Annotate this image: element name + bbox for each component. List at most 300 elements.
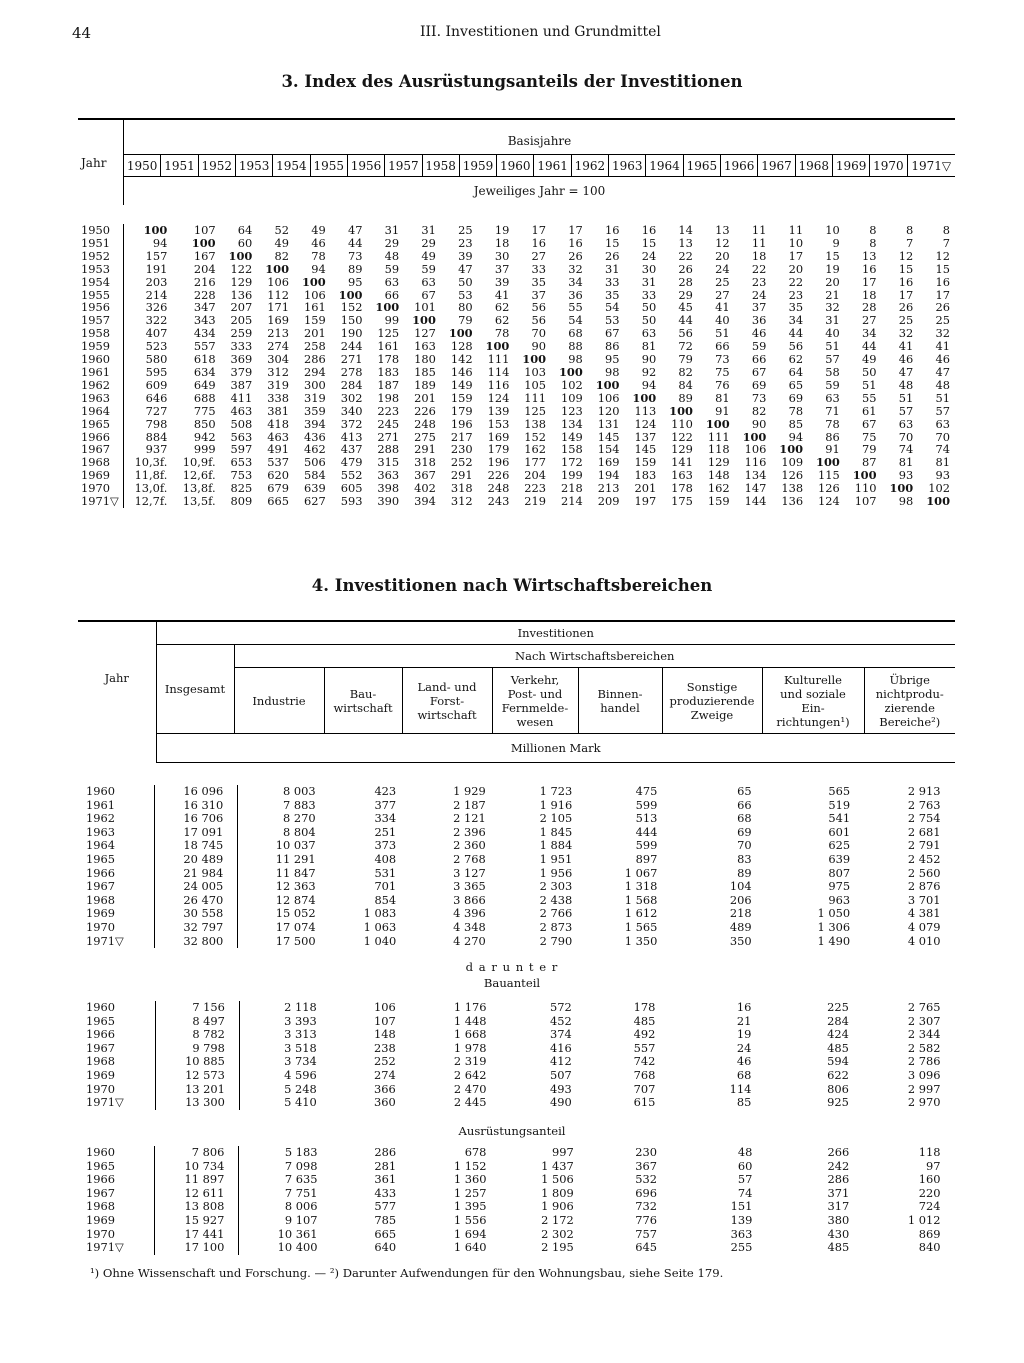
row-year: 1960: [86, 1000, 115, 1014]
index-cell: 78: [494, 326, 510, 341]
index-cell: 48: [898, 377, 914, 392]
index-cell: 178: [671, 481, 693, 496]
index-cell: 183: [634, 468, 657, 483]
index-cell: 100: [632, 390, 657, 405]
value-cell: 7 883: [238, 799, 330, 813]
index-cell: 100: [705, 416, 730, 431]
index-cell: 74: [935, 442, 950, 457]
index-cell: 73: [347, 248, 363, 263]
index-cell: 90: [531, 339, 547, 354]
index-cell: 67: [421, 287, 436, 302]
index-cell: 22: [751, 261, 767, 276]
value-cell: 557: [633, 1040, 656, 1055]
index-cell: 258: [303, 339, 326, 354]
index-cell: 61: [862, 403, 877, 418]
value-cell: 4 396: [453, 906, 486, 921]
index-cell: 95: [347, 274, 363, 289]
index-cell: 13: [862, 248, 877, 263]
value-cell: 594: [827, 1054, 849, 1069]
index-cell: 363: [377, 468, 400, 483]
index-cell: 197: [634, 494, 657, 509]
index-cell: 163: [671, 468, 693, 483]
value-cell: 408: [374, 851, 397, 866]
index-cell: 999: [193, 442, 216, 457]
index-cell: 29: [421, 235, 436, 250]
index-cell: 171: [267, 300, 290, 315]
col-industrie: Industrie: [234, 668, 324, 734]
index-cell: 13: [715, 223, 730, 237]
index-cell: 79: [678, 352, 693, 367]
index-cell: 129: [671, 442, 693, 457]
index-cell: 194: [597, 468, 620, 483]
index-cell: 47: [347, 223, 363, 237]
index-cell: 67: [751, 364, 767, 379]
index-cell: 49: [421, 248, 436, 263]
index-cell: 136: [781, 494, 804, 509]
index-cell: 69: [751, 377, 767, 392]
index-cell: 81: [641, 339, 657, 354]
row-year: 1967: [81, 442, 110, 457]
value-cell: 15 052: [238, 907, 330, 921]
value-cell: 2 344: [907, 1027, 941, 1042]
index-cell: 85: [788, 416, 804, 431]
index-cell: 152: [524, 429, 547, 444]
value-cell: 925: [827, 1095, 849, 1110]
index-cell: 508: [230, 416, 253, 431]
index-cell: 91: [715, 403, 730, 418]
index-cell: 126: [781, 468, 804, 483]
value-cell: 1 067: [624, 865, 658, 880]
index-cell: 16: [862, 261, 877, 276]
index-cell: 139: [487, 403, 510, 418]
index-cell: 63: [898, 416, 914, 431]
index-cell: 105: [524, 377, 547, 392]
index-cell: 14: [678, 223, 693, 237]
basisjahr-col-header: 1950: [124, 155, 161, 177]
value-cell: 12 611: [155, 1187, 239, 1201]
index-cell: 49: [862, 352, 877, 367]
row-year: 1966: [86, 1027, 115, 1042]
value-cell: 225: [827, 1000, 849, 1014]
index-cell: 53: [458, 287, 473, 302]
index-cell: 107: [193, 223, 216, 237]
basisjahr-col-header: 1965: [683, 155, 720, 177]
value-cell: 2 997: [907, 1081, 941, 1096]
value-cell: 178: [633, 1000, 656, 1014]
index-cell: 33: [604, 274, 620, 289]
table-row: [78, 418, 955, 431]
index-cell: 23: [751, 274, 767, 289]
index-cell: 81: [935, 455, 950, 470]
index-cell: 209: [597, 494, 620, 509]
value-cell: 218: [729, 906, 752, 921]
row-year: 1969: [86, 1212, 115, 1227]
index-cell: 86: [604, 339, 620, 354]
section-bauanteil: Bauanteil: [483, 976, 541, 990]
table-4-header: [78, 620, 955, 763]
index-cell: 26: [898, 300, 914, 315]
nach-bereichen-header: Nach Wirtschaftsbereichen: [234, 645, 955, 668]
index-cell: 100: [779, 442, 804, 457]
row-year: 1950: [81, 223, 110, 237]
value-cell: 1 694: [453, 1226, 487, 1241]
index-cell: 109: [561, 390, 583, 405]
index-cell: 31: [384, 223, 400, 237]
index-cell: 179: [487, 442, 510, 457]
value-cell: 2 307: [907, 1013, 941, 1028]
table-row: [78, 1042, 955, 1056]
index-cell: 20: [788, 261, 804, 276]
index-cell: 50: [458, 274, 473, 289]
index-cell: 25: [935, 313, 950, 328]
index-cell: 70: [898, 429, 914, 444]
value-cell: 367: [635, 1158, 657, 1173]
index-cell: 12,6f.: [182, 468, 216, 483]
value-cell: 8 804: [238, 826, 330, 840]
table-row: [78, 379, 955, 392]
table-row: [78, 1228, 955, 1242]
index-cell: 679: [267, 481, 290, 496]
value-cell: 10 037: [238, 839, 330, 853]
value-cell: 19: [736, 1027, 752, 1042]
value-cell: 742: [633, 1054, 656, 1069]
row-year: 1955: [81, 287, 110, 302]
index-cell: 244: [340, 339, 363, 354]
value-cell: 252: [374, 1054, 396, 1069]
index-cell: 120: [597, 403, 620, 418]
index-cell: 300: [303, 377, 326, 392]
index-cell: 59: [825, 377, 840, 392]
col-insgesamt: Insgesamt: [156, 645, 234, 734]
col-binnenhandel: [578, 668, 662, 734]
index-cell: 131: [597, 416, 620, 431]
value-cell: 897: [635, 851, 658, 866]
index-cell: 80: [458, 300, 473, 315]
value-cell: 2 303: [539, 879, 573, 894]
index-cell: 436: [303, 429, 326, 444]
value-cell: 17 100: [155, 1241, 239, 1255]
col-bau-line-1: Bau-: [349, 686, 377, 701]
value-cell: 374: [549, 1027, 572, 1042]
index-cell: 100: [669, 403, 693, 418]
index-cell: 390: [377, 494, 400, 509]
table-row: [78, 1028, 955, 1042]
value-cell: 696: [635, 1185, 657, 1200]
index-cell: 584: [303, 468, 326, 483]
index-cell: 11: [751, 223, 767, 237]
index-cell: 65: [788, 377, 804, 392]
value-cell: 2 121: [453, 811, 486, 826]
index-cell: 942: [193, 429, 216, 444]
index-cell: 372: [340, 416, 363, 431]
index-cell: 49: [311, 223, 326, 237]
col-uebrige-line-1: Übrige: [889, 672, 930, 687]
index-cell: 34: [862, 326, 877, 341]
row-year: 1964: [81, 403, 110, 418]
value-cell: 371: [827, 1185, 850, 1200]
index-cell: 563: [230, 429, 253, 444]
index-cell: 64: [237, 223, 253, 237]
value-cell: 380: [827, 1212, 850, 1227]
index-cell: 191: [124, 263, 173, 276]
basisjahr-col-header: 1956: [347, 155, 384, 177]
value-cell: 7 751: [239, 1187, 332, 1201]
row-year: 1954: [81, 274, 110, 289]
table-row: [78, 1096, 955, 1110]
index-cell: 72: [678, 339, 693, 354]
value-cell: 2 445: [453, 1095, 487, 1110]
value-cell: 531: [374, 865, 397, 880]
index-cell: 124: [487, 390, 510, 405]
row-year: 1952: [81, 248, 110, 263]
value-cell: 1 906: [541, 1199, 574, 1214]
index-cell: 25: [458, 223, 473, 237]
index-cell: 79: [458, 313, 473, 328]
value-cell: 68: [737, 811, 752, 826]
row-year: 1968: [81, 455, 110, 470]
index-cell: 213: [597, 481, 620, 496]
index-cell: 169: [597, 455, 620, 470]
value-cell: 2 768: [453, 851, 486, 866]
index-cell: 12,7f.: [124, 495, 173, 508]
index-cell: 286: [303, 352, 326, 367]
value-cell: 424: [827, 1027, 849, 1042]
basisjahr-col-header: 1958: [422, 155, 459, 177]
table-row: [78, 921, 955, 935]
index-cell: 73: [715, 352, 730, 367]
index-cell: 437: [340, 442, 363, 457]
index-cell: 7: [942, 235, 950, 250]
index-cell: 110: [671, 416, 693, 431]
table-row: [78, 826, 955, 840]
index-cell: 52: [274, 223, 290, 237]
value-cell: 2 786: [907, 1054, 941, 1069]
value-cell: 21: [736, 1013, 752, 1028]
index-cell: 67: [862, 416, 877, 431]
index-cell: 214: [124, 289, 173, 302]
index-cell: 142: [450, 352, 473, 367]
index-cell: 93: [935, 468, 950, 483]
value-cell: 1 565: [624, 919, 658, 934]
index-cell: 10,3f.: [124, 456, 173, 469]
index-cell: 288: [377, 442, 400, 457]
value-cell: 251: [374, 824, 397, 839]
index-cell: 51: [935, 390, 950, 405]
index-cell: 134: [561, 416, 583, 431]
table-row: [78, 250, 955, 263]
value-cell: 724: [918, 1199, 941, 1214]
table-row: [78, 263, 955, 276]
index-cell: 302: [340, 390, 363, 405]
value-cell: 16: [736, 1000, 752, 1014]
value-cell: 11 291: [238, 853, 330, 867]
value-cell: 423: [374, 784, 397, 798]
value-cell: 68: [736, 1067, 752, 1082]
index-cell: 51: [862, 377, 877, 392]
index-cell: 8: [869, 235, 877, 250]
value-cell: 412: [549, 1054, 572, 1069]
value-cell: 2 172: [541, 1212, 574, 1227]
value-cell: 1 083: [363, 906, 397, 921]
value-cell: 1 640: [453, 1240, 487, 1255]
index-cell: 552: [340, 468, 363, 483]
value-cell: 430: [827, 1226, 850, 1241]
index-cell: 106: [597, 390, 620, 405]
index-cell: 228: [193, 287, 216, 302]
index-cell: 91: [825, 442, 840, 457]
index-cell: 89: [678, 390, 693, 405]
value-cell: 160: [918, 1172, 941, 1187]
index-cell: 605: [340, 481, 363, 496]
index-cell: 100: [558, 364, 583, 379]
index-cell: 129: [707, 455, 730, 470]
index-cell: 31: [421, 223, 436, 237]
value-cell: 361: [374, 1172, 397, 1187]
index-cell: 147: [744, 481, 767, 496]
col-uebrige-line-3: zierende: [884, 700, 935, 715]
col-kulturelle: [762, 668, 864, 734]
index-cell: 78: [825, 416, 840, 431]
index-cell: 278: [340, 364, 363, 379]
index-cell: 798: [124, 418, 173, 431]
jahr-header-2: Jahr: [104, 670, 129, 685]
index-cell: 775: [193, 403, 216, 418]
index-cell: 28: [678, 274, 693, 289]
value-cell: 3 518: [239, 1042, 330, 1056]
value-cell: 475: [635, 784, 658, 798]
index-cell: 47: [458, 261, 473, 276]
basisjahr-col-header: 1952: [198, 155, 235, 177]
index-cell: 18: [862, 287, 877, 302]
col-uebrige-line-2: nichtprodu-: [875, 686, 944, 701]
value-cell: 13 808: [155, 1200, 239, 1214]
index-cell: 116: [744, 455, 767, 470]
index-cell: 30: [494, 248, 510, 263]
index-cell: 125: [524, 403, 547, 418]
index-cell: 291: [450, 468, 473, 483]
row-year: 1968: [86, 1199, 115, 1214]
value-cell: 4 348: [453, 919, 486, 934]
page-number: 44: [72, 24, 92, 42]
value-cell: 20 489: [154, 853, 237, 867]
value-cell: 2 913: [907, 784, 941, 798]
index-cell: 122: [671, 429, 693, 444]
index-cell: 199: [561, 468, 583, 483]
index-cell: 92: [641, 364, 657, 379]
index-cell: 162: [524, 442, 547, 457]
index-cell: 10: [825, 223, 840, 237]
index-cell: 63: [935, 416, 950, 431]
row-year: 1965: [81, 416, 110, 431]
col-kultur-line-4: richtungen¹): [776, 714, 850, 729]
index-cell: 27: [862, 313, 877, 328]
index-cell: 201: [303, 326, 326, 341]
index-cell: 146: [450, 364, 473, 379]
value-cell: 363: [730, 1226, 753, 1241]
index-cell: 16: [531, 235, 547, 250]
index-cell: 394: [414, 494, 436, 509]
index-cell: 198: [377, 390, 400, 405]
basisjahr-col-header: 1953: [235, 155, 272, 177]
value-cell: 2 302: [541, 1226, 574, 1241]
index-cell: 127: [414, 326, 436, 341]
index-cell: 149: [450, 377, 473, 392]
value-cell: 433: [374, 1185, 397, 1200]
table-3-body: [78, 224, 955, 508]
index-cell: 149: [561, 429, 583, 444]
value-cell: 32 797: [154, 921, 237, 935]
index-cell: 73: [751, 390, 767, 405]
index-cell: 15: [604, 235, 620, 250]
index-cell: 66: [384, 287, 400, 302]
index-cell: 291: [414, 442, 436, 457]
index-cell: 159: [707, 494, 730, 509]
row-year: 1960: [86, 784, 115, 798]
row-year: 1963: [86, 824, 115, 839]
value-cell: 565: [828, 784, 851, 798]
value-cell: 1 929: [453, 784, 486, 798]
index-cell: 41: [898, 339, 914, 354]
index-cell: 179: [450, 403, 473, 418]
index-cell: 51: [825, 339, 840, 354]
index-cell: 189: [414, 377, 436, 392]
value-cell: 757: [635, 1226, 657, 1241]
value-cell: 2 876: [907, 879, 941, 894]
value-cell: 230: [635, 1145, 657, 1159]
index-cell: 46: [898, 352, 914, 367]
table-4-aus-block: [78, 1146, 955, 1255]
row-year: 1969: [81, 468, 110, 483]
row-year: 1958: [81, 326, 110, 341]
value-cell: 114: [729, 1081, 752, 1096]
index-cell: 39: [494, 274, 510, 289]
index-cell: 98: [568, 352, 583, 367]
value-cell: 18 745: [154, 839, 237, 853]
value-cell: 869: [918, 1226, 941, 1241]
value-cell: 118: [918, 1145, 941, 1159]
index-cell: 15: [898, 261, 914, 276]
index-cell: 884: [124, 431, 173, 444]
index-cell: 56: [531, 313, 547, 328]
unit-header: Jeweiliges Jahr = 100: [124, 177, 956, 206]
table-3-title: 3. Index des Ausrüstungsanteils der Investitionen: [281, 72, 743, 91]
index-cell: 63: [384, 274, 400, 289]
index-cell: 204: [193, 261, 216, 276]
index-cell: 809: [230, 494, 253, 509]
index-cell: 665: [267, 494, 290, 509]
index-cell: 56: [531, 300, 547, 315]
index-cell: 12: [898, 248, 914, 263]
index-cell: 340: [340, 403, 363, 418]
index-cell: 27: [715, 287, 730, 302]
index-cell: 126: [818, 481, 840, 496]
table-row: [78, 1187, 955, 1201]
index-cell: 387: [230, 377, 253, 392]
basisjahre-header: Basisjahre: [124, 119, 956, 155]
table-row: [78, 495, 955, 508]
row-year: 1965: [86, 1013, 115, 1028]
index-cell: 57: [898, 403, 914, 418]
row-year: 1962: [86, 811, 115, 826]
index-cell: 284: [340, 377, 363, 392]
col-binnen-line-1: Binnen-: [597, 686, 643, 701]
value-cell: 2 360: [453, 838, 486, 853]
col-uebrige: [864, 668, 955, 734]
row-year: 1970: [86, 1081, 115, 1096]
index-cell: 26: [604, 248, 620, 263]
value-cell: 3 866: [453, 892, 486, 907]
index-cell: 618: [193, 352, 216, 367]
